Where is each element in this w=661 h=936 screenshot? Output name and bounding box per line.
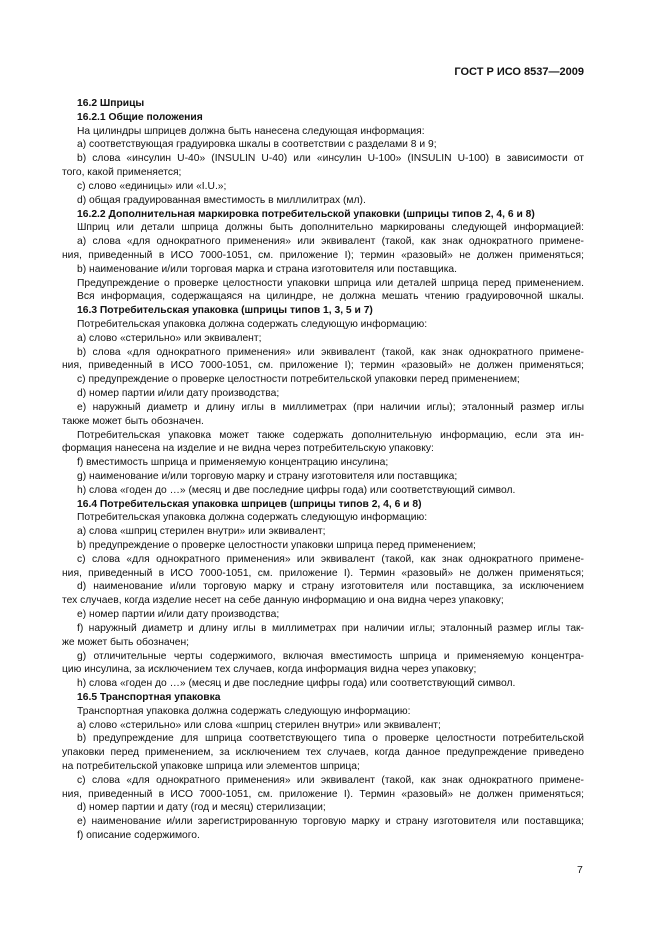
text-line: формация нанесена на изделие и не видна через потребительскую упаковку:: [62, 443, 434, 455]
text-line: a) слово «стерильно» или слова «шприц стерилен внутри» или эквивалент;: [77, 719, 441, 731]
text-line: тех случаев, когда изделие несет на себе данную информацию и она видна через упаковку;: [62, 595, 504, 607]
text-line: также может быть обозначен.: [62, 415, 204, 427]
text-line: a) слова «шприц стерилен внутри» или эквивалент;: [77, 526, 326, 538]
text-line: h) слова «годен до …» (месяц и две последние цифры года) или соответствующий символ.: [77, 678, 516, 690]
section-heading: 16.3 Потребительская упаковка (шприцы типов 1, 3, 5 и 7): [77, 305, 373, 317]
text-line: упаковки перед применением, за исключением тех случаев, когда данное предупреждение приведено: [62, 747, 584, 759]
text-line: На цилиндры шприцев должна быть нанесена следующая информация:: [77, 125, 425, 137]
text-line: d) общая градуированная вместимость в миллилитрах (мл).: [77, 194, 366, 206]
text-line: Предупреждение о проверке целостности упаковки шприца или деталей шприца перед применением.: [77, 277, 584, 289]
text-line: Транспортная упаковка должна содержать следующую информацию:: [77, 705, 411, 717]
text-line: c) слово «единицы» или «I.U.»;: [77, 180, 227, 192]
section-heading: 16.2.2 Дополнительная маркировка потребительской упаковки (шприцы типов 2, 4, 6 и 8): [77, 208, 535, 220]
text-line: Потребительская упаковка может также содержать дополнительную информацию, если эта ин-: [77, 429, 584, 441]
text-line: e) номер партии и/или дату производства;: [77, 609, 280, 621]
text-line: ния, приведенный в ИСО 7000-1051, см. приложение I); термин «разовый» не должен применяться;: [62, 360, 584, 372]
text-line: e) наименование и/или зарегистрированную торговую марку и страну изготовителя или поставщика;: [77, 816, 584, 828]
text-line: d) наименование и/или торговую марку и страну изготовителя или поставщика, за исключением: [77, 581, 584, 593]
text-line: d) номер партии и дату (год и месяц) стерилизации;: [77, 802, 326, 814]
text-line: a) соответствующая градуировка шкалы в соответствии с разделами 8 и 9;: [77, 139, 437, 151]
text-line: a) слова «для однократного применения» или эквивалент (такой, как знак однократного примене-: [77, 236, 584, 248]
text-line: g) отличительные черты содержимого, включая вместимость шприца и применяемую концентра-: [77, 650, 584, 662]
section-heading: 16.5 Транспортная упаковка: [77, 691, 221, 703]
text-line: b) наименование и/или торговая марка и страна изготовителя или поставщика.: [77, 263, 458, 275]
text-line: b) предупреждение для шприца соответствующего типа о проверке целостности потребительской: [77, 733, 584, 745]
section-heading: 16.4 Потребительская упаковка шприцев (шприцы типов 2, 4, 6 и 8): [77, 498, 422, 510]
text-line: c) предупреждение о проверке целостности потребительской упаковки перед применением;: [77, 374, 520, 386]
text-line: Шприц или детали шприца должны быть дополнительно маркированы следующей информацией:: [77, 222, 584, 234]
page-number: 7: [577, 864, 583, 876]
text-line: g) наименование и/или торговую марку и страну изготовителя или поставщика;: [77, 470, 458, 482]
section-heading: 16.2.1 Общие положения: [77, 111, 203, 123]
text-line: b) предупреждение о проверке целостности упаковки шприца перед применением;: [77, 540, 476, 551]
text-line: же может быть обозначен;: [62, 636, 190, 648]
text-line: ния, приведенный в ИСО 7000-1051, см. приложение I); термин «разовый» не должен применяться;: [62, 249, 584, 261]
text-line: b) слова «инсулин U-40» (INSULIN U-40) или «инсулин U-100» (INSULIN U-100) в зависимости от: [77, 153, 584, 165]
text-line: Потребительская упаковка должна содержать следующую информацию:: [77, 512, 428, 524]
text-line: h) слова «годен до …» (месяц и две последние цифры года) или соответствующий символ.: [77, 484, 516, 496]
text-line: цию инсулина, за исключением тех случаев, когда информация видна через упаковку;: [62, 664, 477, 676]
text-line: e) наружный диаметр и длину иглы в миллиметрах (при наличии иглы); эталонный размер иглы: [77, 401, 584, 413]
text-line: b) слова «для однократного применения» или эквивалент (такой, как знак однократного примене-: [77, 346, 584, 358]
text-line: c) слова «для однократного применения» или эквивалент (такой, как знак однократного примене-: [77, 553, 584, 565]
text-line: ния, приведенный в ИСО 7000-1051, см. приложение I). Термин «разовый» не должен применяться;: [62, 788, 584, 800]
text-line: на потребительской упаковке шприца или элементов шприца;: [62, 761, 360, 772]
text-line: ния, приведенный в ИСО 7000-1051, см. приложение I). Термин «разовый» не должен применяться;: [62, 567, 584, 579]
text-line: f) описание содержимого.: [77, 830, 200, 842]
section-heading: 16.2 Шприцы: [77, 98, 145, 109]
text-line: a) слово «стерильно» или эквивалент;: [77, 332, 262, 344]
text-line: d) номер партии и/или дату производства;: [77, 388, 280, 400]
text-line: Потребительская упаковка должна содержать следующую информацию:: [77, 319, 428, 330]
document-body: [62, 97, 584, 843]
document-header: ГОСТ Р ИСО 8537—2009: [454, 66, 584, 78]
text-line: того, какой применяется;: [62, 167, 182, 179]
text-line: f) наружный диаметр и длину иглы в миллиметрах при наличии иглы; эталонный размер иглы так-: [77, 622, 584, 634]
text-line: f) вместимость шприца и применяемую концентрацию инсулина;: [77, 457, 389, 469]
text-line: c) слова «для однократного применения» или эквивалент (такой, как знак однократного примене-: [77, 774, 584, 786]
text-line: Вся информация, содержащаяся на цилиндре, не должна мешать чтению градуировочной шкалы.: [77, 291, 584, 303]
